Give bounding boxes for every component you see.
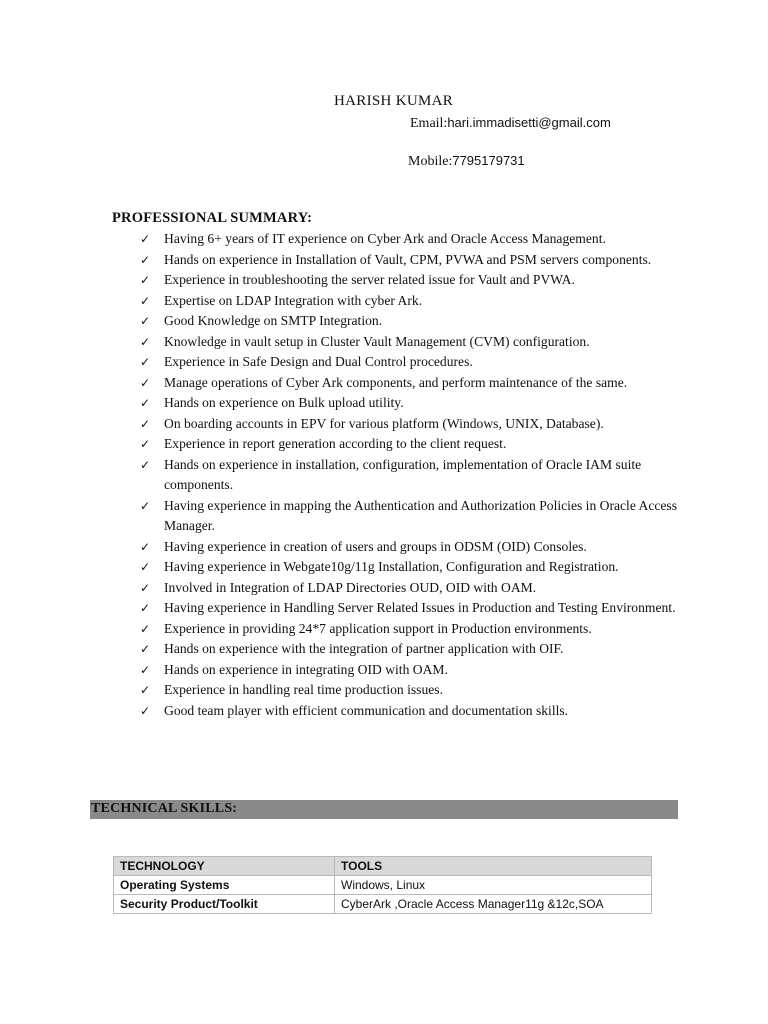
list-item-text: Good team player with efficient communication and documentation skills. [164,702,569,718]
mobile-line [408,153,525,170]
checkmark-icon: ✓ [140,580,151,595]
list-item-text: Hands on experience in installation, configuration, implementation of Oracle IAM suite components. [164,456,642,492]
checkmark-icon: ✓ [140,437,151,451]
table-row [114,876,652,895]
summary-list [140,229,680,721]
checkmark-icon: ✓ [140,252,151,267]
checkmark-icon: ✓ [140,416,151,431]
list-item-text: Hands on experience in Installation of Vault, CPM, PVWA and PSM servers components. [164,251,652,267]
list-item [140,311,680,332]
list-item [140,660,680,681]
column-header-tools: TOOLS [335,857,652,876]
list-item [140,496,680,537]
list-item [140,291,680,312]
email-line [410,115,611,132]
list-item-text: Expertise on LDAP Integration with cyber Ark. [164,292,423,308]
checkmark-icon: ✓ [140,334,151,349]
checkmark-icon: ✓ [140,601,151,615]
list-item [140,701,680,722]
checkmark-icon: ✓ [140,375,151,390]
list-item-text: Manage operations of Cyber Ark components, and perform maintenance of the same. [164,374,628,390]
list-item [140,598,680,619]
checkmark-icon: ✓ [140,539,151,554]
list-item-text: Hands on experience on Bulk upload utility. [164,395,404,410]
checkmark-icon: ✓ [140,314,151,328]
list-item-text: Knowledge in vault setup in Cluster Vault Management (CVM) configuration. [164,333,590,349]
mobile-number: 7795179731 [452,153,525,168]
table-row [114,895,652,914]
list-item-text: On boarding accounts in EPV for various platform (Windows, UNIX, Database). [164,415,604,431]
email-label: Email: [410,116,448,131]
technical-skills-heading-bar [90,800,678,819]
checkmark-icon: ✓ [140,703,151,718]
table-header-row [114,857,652,876]
list-item-text: Hands on experience in integrating OID with OAM. [164,661,448,677]
checkmark-icon: ✓ [140,642,151,656]
list-item [140,373,680,394]
table-cell-technology: Operating Systems [114,876,335,895]
table-cell-technology: Security Product/Toolkit [114,895,335,914]
list-item-text: Hands on experience with the integration of partner application with OIF. [164,641,564,656]
list-item-text: Experience in providing 24*7 application support in Production environments. [164,620,592,636]
list-item-text: Involved in Integration of LDAP Directories OUD, OID with OAM. [164,579,537,595]
list-item [140,332,680,353]
checkmark-icon: ✓ [140,662,151,677]
checkmark-icon: ✓ [140,232,151,246]
list-item [140,434,680,455]
list-item [140,639,680,660]
checkmark-icon: ✓ [140,683,151,697]
list-item [140,229,680,250]
checkmark-icon: ✓ [140,273,151,287]
column-header-technology: TECHNOLOGY [114,857,335,876]
checkmark-icon: ✓ [140,293,151,308]
professional-summary-heading: PROFESSIONAL SUMMARY: [112,210,313,226]
list-item-text: Experience in troubleshooting the server related issue for Vault and PVWA. [164,272,575,287]
list-item [140,250,680,271]
mobile-label: Mobile: [408,154,453,169]
checkmark-icon: ✓ [140,498,151,513]
list-item-text: Good Knowledge on SMTP Integration. [164,313,383,328]
checkmark-icon: ✓ [140,560,151,574]
technical-skills-heading: TECHNICAL SKILLS: [91,801,238,816]
list-item [140,557,680,578]
table-cell-tools: Windows, Linux [335,876,652,895]
list-item-text: Having experience in Handling Server Related Issues in Production and Testing Environment. [164,600,676,615]
candidate-name: HARISH KUMAR [334,93,454,109]
list-item-text: Experience in handling real time production issues. [164,682,443,697]
list-item [140,680,680,701]
checkmark-icon: ✓ [140,621,151,636]
list-item [140,352,680,373]
table-cell-tools: CyberArk ,Oracle Access Manager11g &12c,SOA [335,895,652,914]
checkmark-icon: ✓ [140,396,151,410]
list-item-text: Having experience in mapping the Authentication and Authorization Policies in Oracle Access Manager. [164,497,678,533]
checkmark-icon: ✓ [140,457,151,472]
list-item-text: Having experience in creation of users and groups in ODSM (OID) Consoles. [164,538,587,554]
list-item [140,270,680,291]
checkmark-icon: ✓ [140,355,151,369]
list-item-text: Experience in Safe Design and Dual Control procedures. [164,354,473,369]
list-item [140,393,680,414]
list-item-text: Experience in report generation according to the client request. [164,436,507,451]
email-address[interactable]: hari.immadisetti@gmail.com [447,115,611,130]
list-item [140,455,680,496]
list-item-text: Having experience in Webgate10g/11g Installation, Configuration and Registration. [164,559,619,574]
skills-table [113,856,652,914]
list-item [140,537,680,558]
list-item [140,414,680,435]
list-item [140,619,680,640]
list-item [140,578,680,599]
list-item-text: Having 6+ years of IT experience on Cyber Ark and Oracle Access Management. [164,231,606,246]
